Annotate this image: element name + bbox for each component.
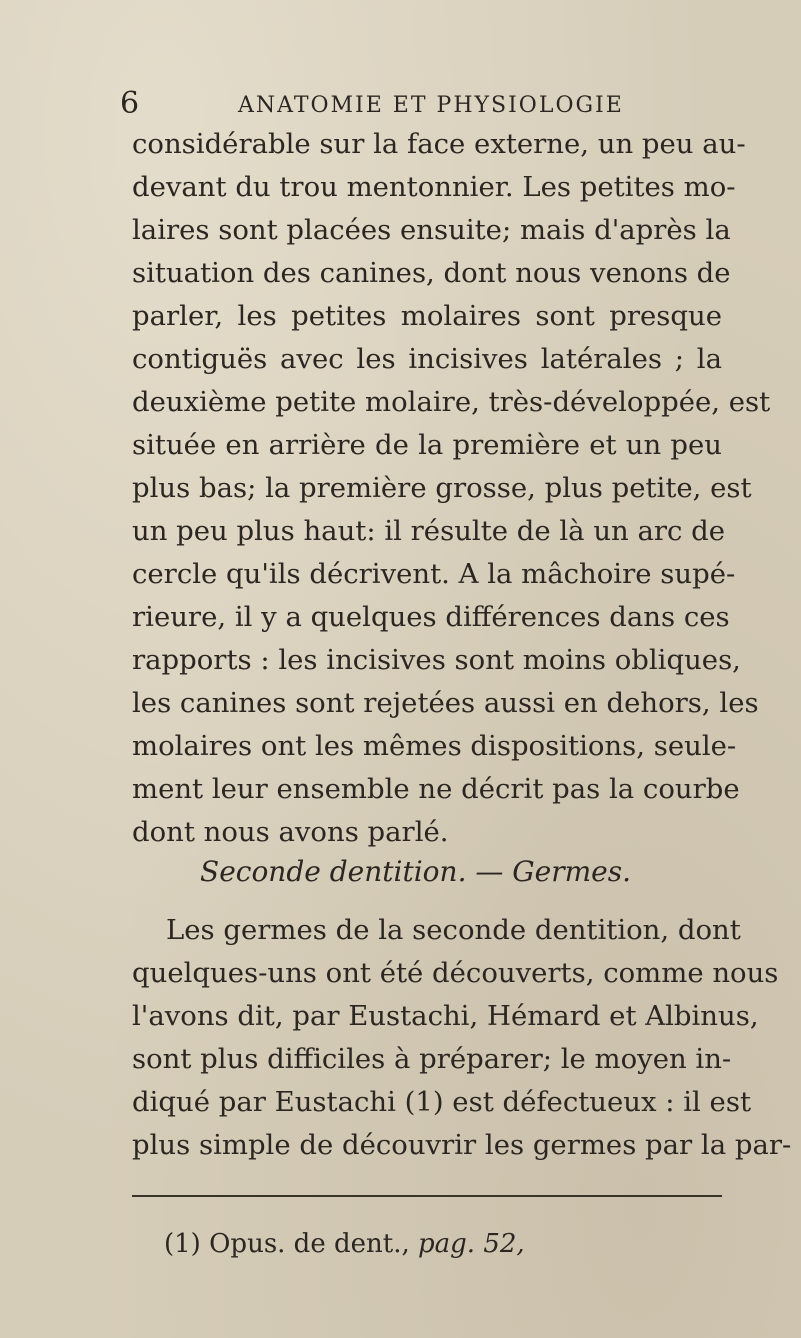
text-line: situation des canines, dont nous venons de — [132, 257, 731, 289]
section-heading: Seconde dentition. — Germes. — [200, 855, 631, 888]
text-line: considérable sur la face externe, un peu au- — [132, 128, 746, 160]
footnote-text: Opus. de dent., — [209, 1229, 410, 1259]
text-line: contiguës avec les incisives latérales ; la — [132, 343, 722, 375]
text-line: ment leur ensemble ne décrit pas la courbe — [132, 773, 740, 805]
text-line: l'avons dit, par Eustachi, Hémard et Albinus, — [132, 1000, 759, 1032]
footnote-page-ref: pag. 52, — [418, 1229, 525, 1259]
text-line: située en arrière de la première et un peu — [132, 429, 722, 461]
footnote-marker: (1) — [164, 1229, 201, 1259]
text-line: un peu plus haut: il résulte de là un arc de — [132, 515, 726, 547]
text-line: Les germes de la seconde dentition, dont — [166, 914, 741, 946]
text-line: rapports : les incisives sont moins obliques, — [132, 644, 741, 676]
text-line: sont plus difficiles à préparer; le moyen in- — [132, 1043, 732, 1075]
page-header — [120, 86, 720, 126]
text-line: plus bas; la première grosse, plus petite, est — [132, 472, 752, 504]
text-line: parler, les petites molaires sont presque — [132, 300, 722, 332]
text-line: dont nous avons parlé. — [132, 816, 449, 848]
text-line: devant du trou mentonnier. Les petites mo- — [132, 171, 736, 203]
text-line: diqué par Eustachi (1) est défectueux : il est — [132, 1086, 751, 1118]
text-line: quelques-uns ont été découverts, comme nous — [132, 957, 779, 989]
text-line: rieure, il y a quelques différences dans ces — [132, 601, 730, 633]
text-line: molaires ont les mêmes dispositions, seule- — [132, 730, 737, 762]
footnote — [164, 1228, 525, 1260]
text-line: les canines sont rejetées aussi en dehors, les — [132, 687, 759, 719]
page-number: 6 — [120, 86, 140, 121]
text-line: plus simple de découvrir les germes par la par- — [132, 1129, 792, 1161]
footnote-rule — [132, 1195, 722, 1197]
text-line: laires sont placées ensuite; mais d'après la — [132, 214, 731, 246]
running-head: ANATOMIE ET PHYSIOLOGIE — [238, 93, 624, 118]
text-line: deuxième petite molaire, très-développée, est — [132, 386, 771, 418]
text-line: cercle qu'ils décrivent. A la mâchoire supé- — [132, 558, 736, 590]
